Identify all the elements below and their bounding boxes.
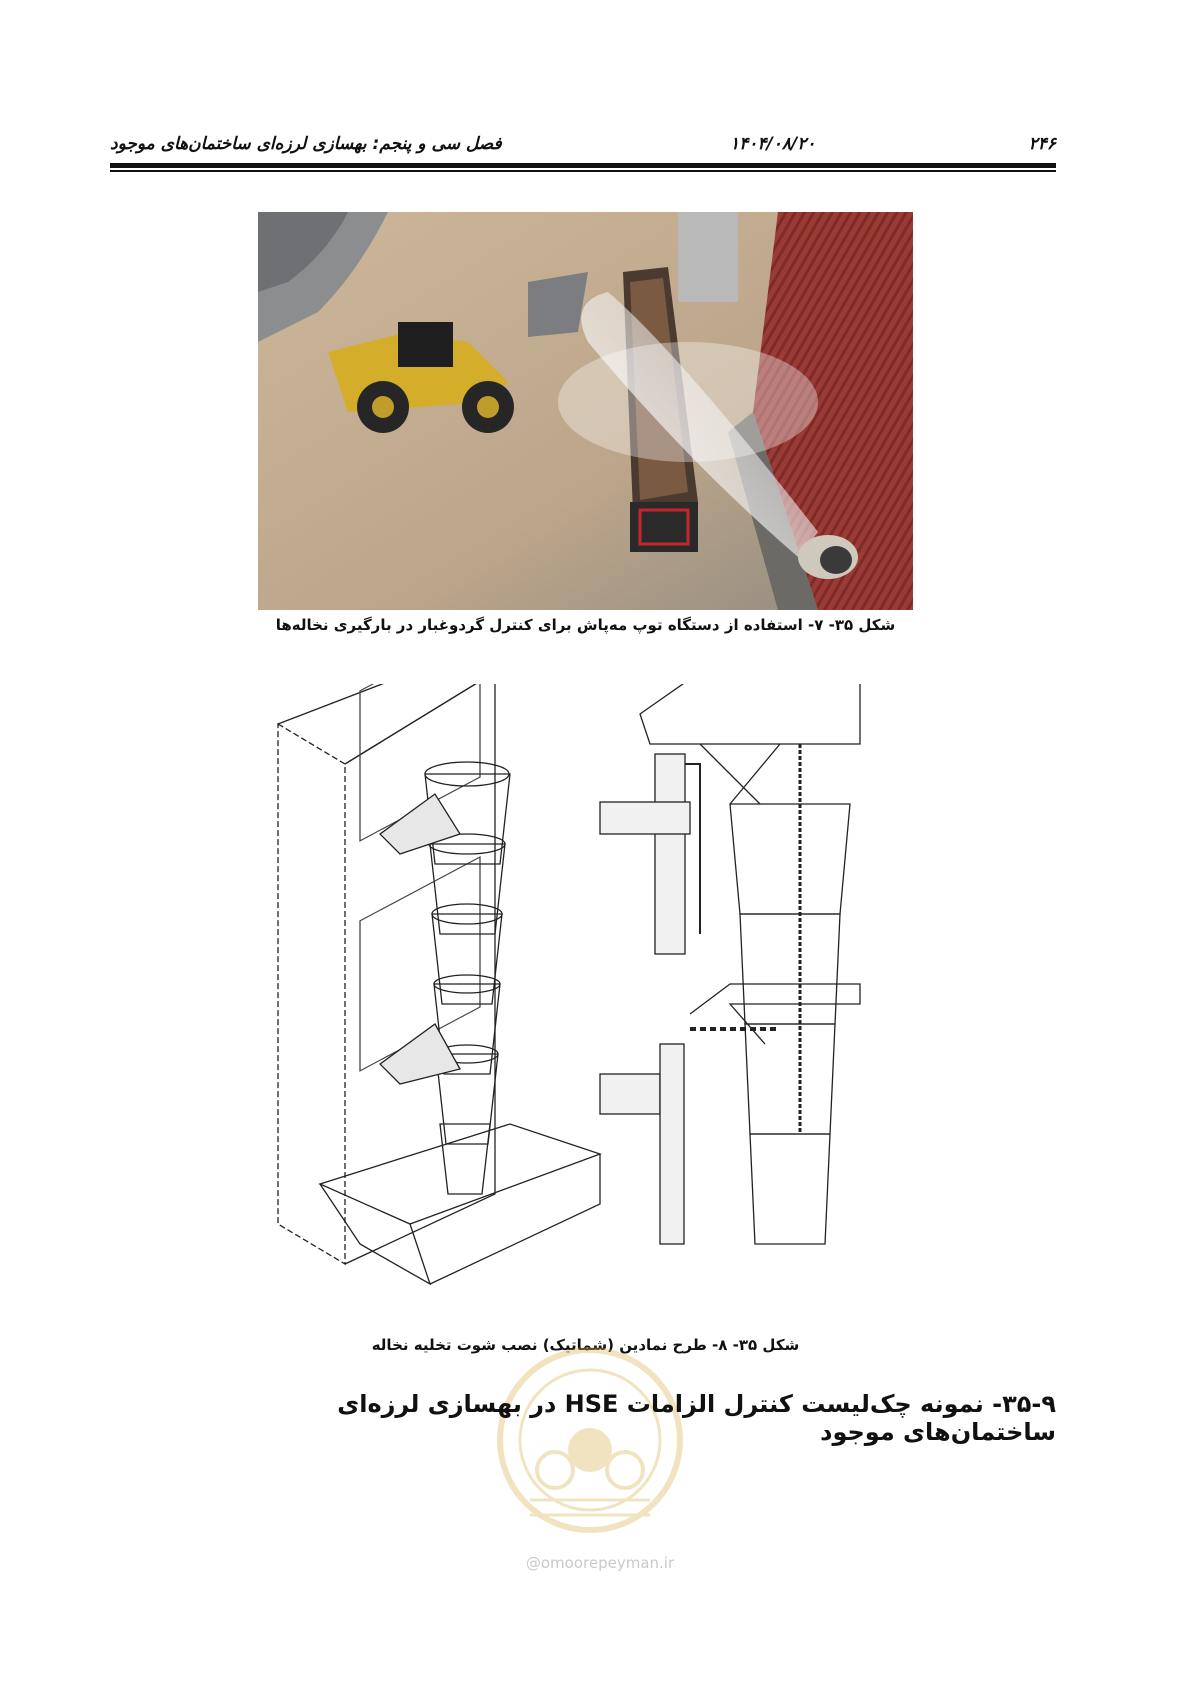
page-number: ۲۴۶ bbox=[1028, 134, 1056, 154]
header-rule-thick bbox=[110, 163, 1056, 168]
chapter-title: فصل سی و پنجم: بهسازی لرزه‌ای ساختمان‌های موجود bbox=[110, 134, 502, 154]
header-date: ۱۴۰۴/۰۸/۲۰ bbox=[730, 134, 816, 154]
header-rule-thin bbox=[110, 170, 1056, 172]
figure-caption-1: شکل ۳۵- ۷- استفاده از دستگاه توپ مه‌پاش برای کنترل گردوغبار در بارگیری نخاله‌ها bbox=[275, 616, 896, 634]
section-heading: ۳۵-۹- نمونه چک‌لیست کنترل الزامات HSE در بهسازی لرزه‌ای ساختمان‌های موجود bbox=[337, 1390, 1056, 1446]
watermark-seal-logo bbox=[490, 1340, 690, 1570]
watermark-url: @omoorepeyman.ir bbox=[525, 1554, 675, 1572]
figure-caption-2: شکل ۳۵- ۸- طرح نمادین (شماتیک) نصب شوت تخلیه نخاله bbox=[371, 1336, 800, 1354]
fog-cannon-photo bbox=[258, 212, 913, 610]
page-header bbox=[110, 126, 1056, 156]
debris-chute-diagram bbox=[260, 684, 920, 1324]
